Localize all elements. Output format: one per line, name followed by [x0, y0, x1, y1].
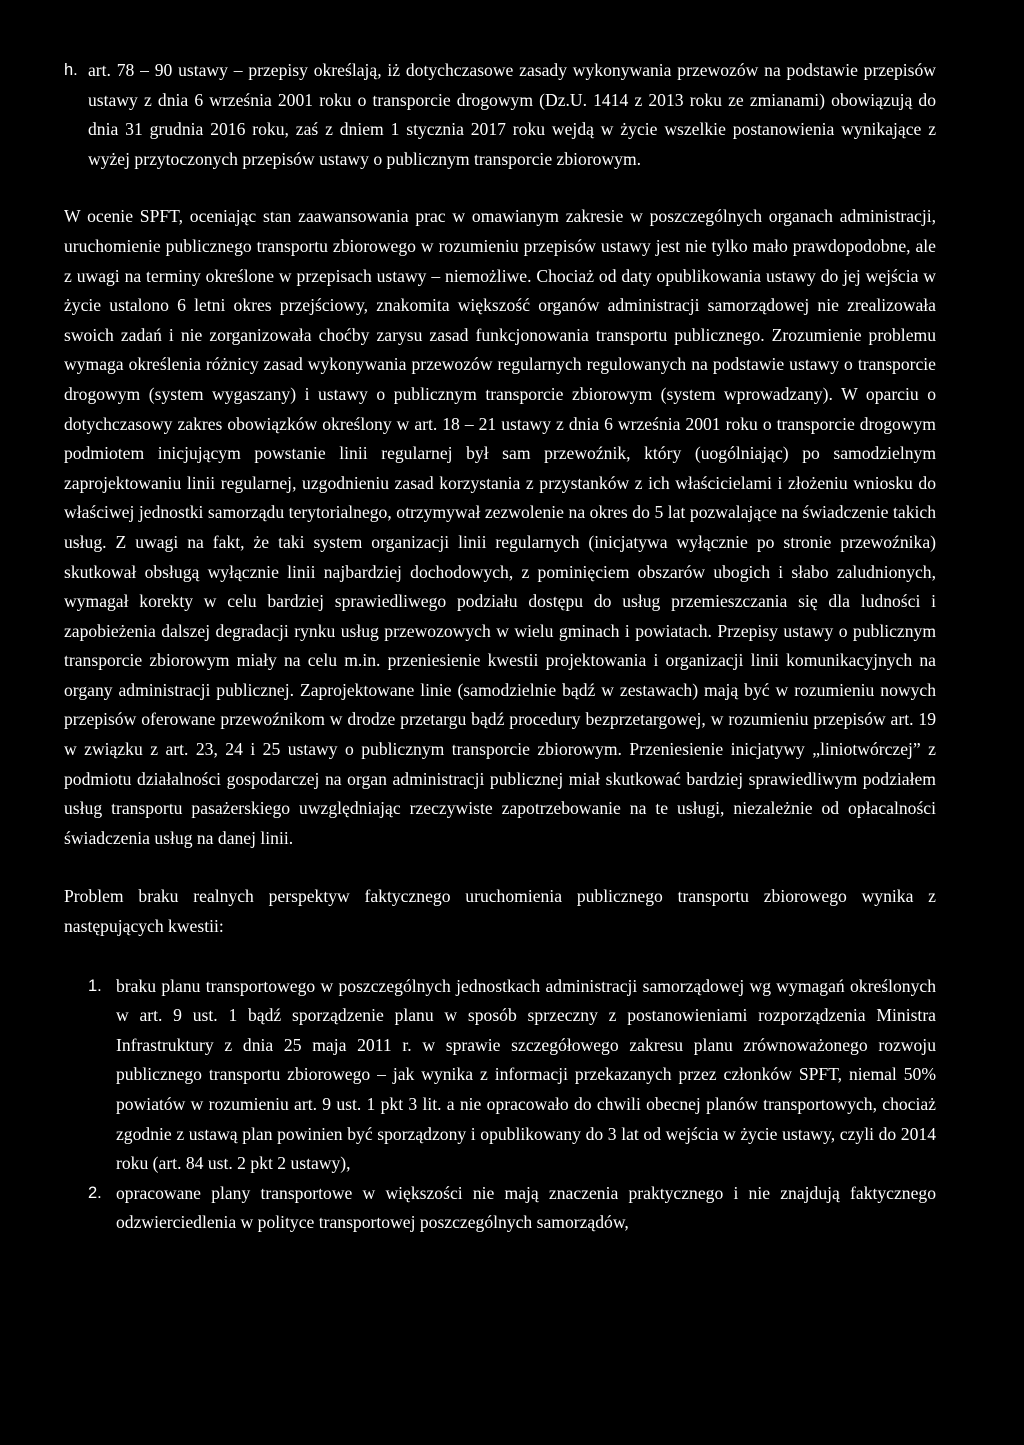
list-item-text: braku planu transportowego w poszczególnych jednostkach administracji samorządowej wg wymagań określonych w art. 9 ust. 1 bądź sporządzenie planu w sposób sprzeczny z postanowieniami rozporządzenia Ministra Infrastruktury z dnia 25 maja 2011 r. w sprawie szczegółowego zakresu planu zrównoważonego rozwoju publicznego transportu zbiorowego – jak wynika z informacji przekazanych przez członków SPFT, niemal 50% powiatów w rozumieniu art. 9 ust. 1 pkt 3 lit. a nie opracowało do chwili obecnej planów transportowych, chociaż zgodnie z ustawą plan powinien być sporządzony i opublikowany do 3 lat od wejścia w życie ustawy, czyli do 2014 roku (art. 84 ust. 2 pkt 2 ustawy), [116, 975, 936, 1174]
list-item-h [64, 56, 936, 174]
list-item-text: art. 78 – 90 ustawy – przepisy określają, iż dotychczasowe zasady wykonywania przewozów na podstawie przepisów ustawy z dnia 6 września 2001 roku o transporcie drogowym (Dz.U. 1414 z 2013 roku ze zmianami) obowiązują do dnia 31 grudnia 2016 roku, zaś z dniem 1 stycznia 2017 roku wejdą w życie wszelkie postanowienia wynikające z wyżej przytoczonych przepisów ustawy o publicznym transporcie zbiorowym. [88, 60, 936, 169]
list-number: 2. [88, 1183, 102, 1202]
list-item [64, 1179, 936, 1238]
list-marker: h. [64, 61, 78, 79]
numbered-list [64, 972, 936, 1238]
paragraph-assessment: W ocenie SPFT, oceniając stan zaawansowania prac w omawianym zakresie w poszczególnych organach administracji, uruchomienie publicznego transportu zbiorowego w rozumieniu przepisów ustawy jest nie tylko mało prawdopodobne, ale z uwagi na terminy określone w przepisach ustawy – niemożliwe. Chociaż od daty opublikowania ustawy do jej wejścia w życie ustalono 6 letni okres przejściowy, znakomita większość organów administracji samorządowej nie zrealizowała swoich zadań i nie zorganizowała choćby zarysu zasad funkcjonowania transportu publicznego. Zrozumienie problemu wymaga określenia różnicy zasad wykonywania przewozów regularnych regulowanych na podstawie ustawy o transporcie drogowym (system wygaszany) i ustawy o publicznym transporcie zbiorowym (system wprowadzany). W oparciu o dotychczasowy zakres obowiązków określony w art. 18 – 21 ustawy z dnia 6 września 2001 roku o transporcie drogowym podmiotem inicjującym powstanie linii regularnej był sam przewoźnik, który (uogólniając) po samodzielnym zaprojektowaniu linii regularnej, uzgodnieniu zasad korzystania z przystanków z ich właścicielami i złożeniu wniosku do właściwej jednostki samorządu terytorialnego, otrzymywał zezwolenie na okres do 5 lat pozwalające na świadczenie takich usług. Z uwagi na fakt, że taki system organizacji linii regularnych (inicjatywa wyłącznie po stronie przewoźnika) skutkował obsługą wyłącznie linii najbardziej dochodowych, z pominięciem obszarów ubogich i słabo zaludnionych, wymagał korekty w celu bardziej sprawiedliwego podziału dostępu do usług przemieszczania się dla ludności i zapobieżenia dalszej degradacji rynku usług przewozowych w wielu gminach i powiatach. Przepisy ustawy o publicznym transporcie zbiorowym miały na celu m.in. przeniesienie kwestii projektowania i organizacji linii komunikacyjnych na organy administracji publicznej. Zaprojektowane linie (samodzielnie bądź w zestawach) mają być w rozumieniu nowych przepisów oferowane przewoźnikom w drodze przetargu bądź procedury bezprzetargowej, w rozumieniu przepisów art. 19 w związku z art. 23, 24 i 25 ustawy o publicznym transporcie zbiorowym. Przeniesienie inicjatywy „liniotwórczej” z podmiotu działalności gospodarczej na organ administracji publicznej miał skutkować bardziej sprawiedliwym podziałem usług transportu pasażerskiego uwzględniając rzeczywiste zapotrzebowanie na te usługi, niezależnie od opłacalności świadczenia usług na danej linii. [64, 206, 936, 848]
list-item-text: opracowane plany transportowe w większości nie mają znaczenia praktycznego i nie znajdują faktycznego odzwierciedlenia w polityce transportowej poszczególnych samorządów, [116, 1182, 936, 1233]
document-page [64, 56, 936, 1238]
paragraph-problem-intro: Problem braku realnych perspektyw faktycznego uruchomienia publicznego transportu zbiorowego wynika z następujących kwestii: [64, 886, 936, 937]
list-item [64, 972, 936, 1179]
list-number: 1. [88, 976, 102, 995]
